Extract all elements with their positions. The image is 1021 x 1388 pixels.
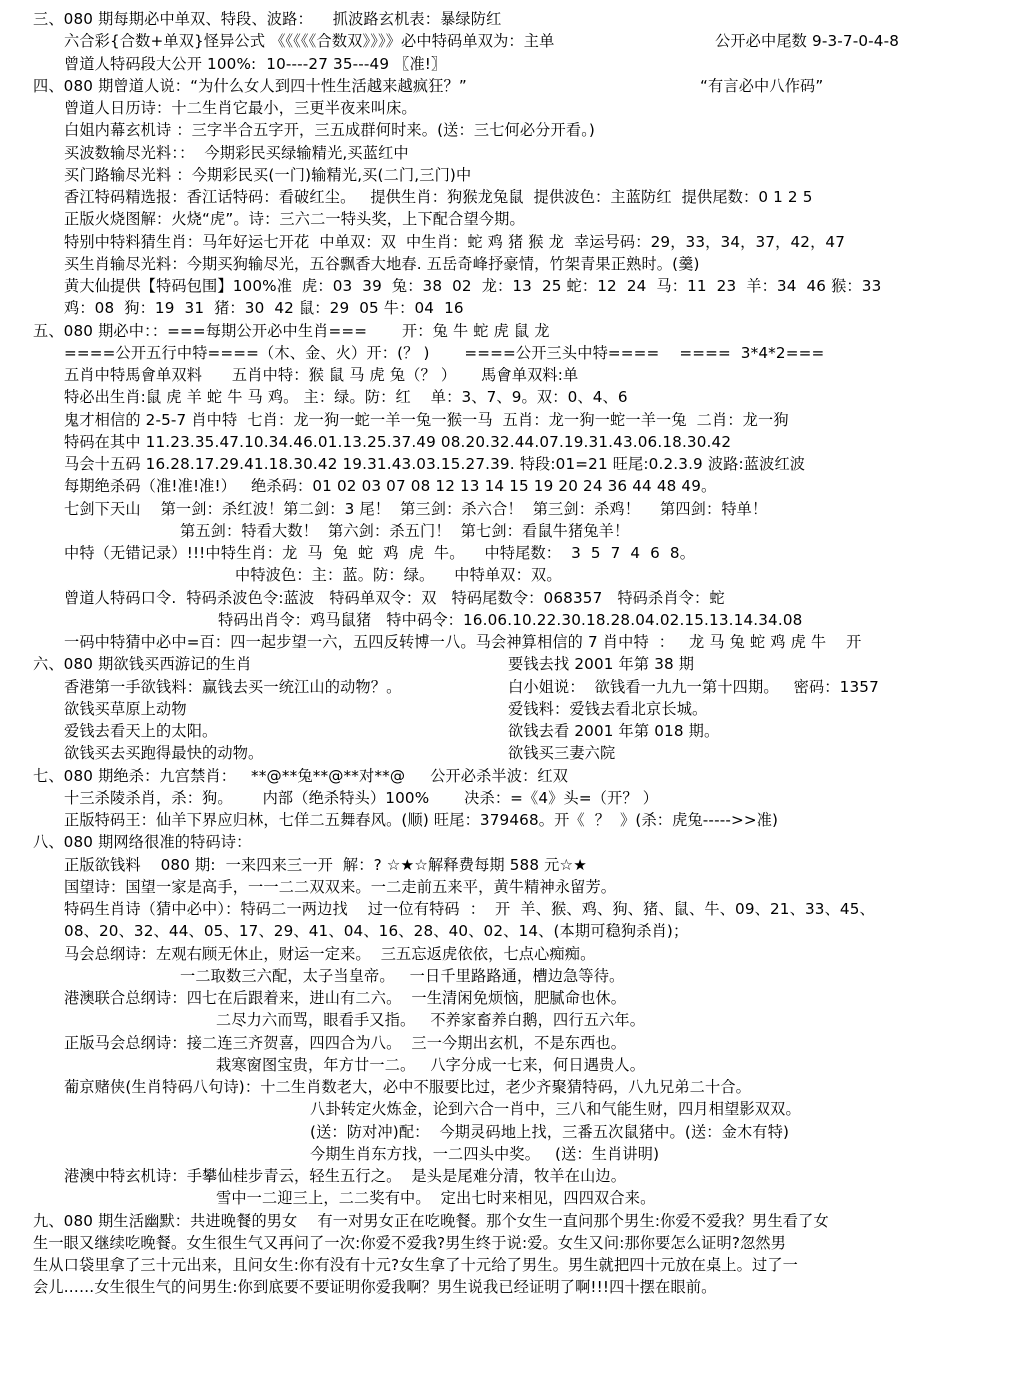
line-text: 白姐内幕玄机诗 ：三字半合五字开，三五成群何时来。(送：三七何必分开看。) <box>64 121 596 140</box>
text-line <box>0 809 1021 831</box>
line-text: 四、080 期曾道人说：“为什么女人到四十性生活越来越疯狂？” <box>33 76 467 95</box>
text-line <box>0 475 1021 497</box>
text-line <box>0 831 1021 853</box>
text-line <box>0 498 1021 520</box>
text-line <box>0 587 1021 609</box>
line-text: 七剑下天山 第一剑：杀红波！第二剑：3 尾！ 第三剑：杀六合！ 第三剑：杀鸡！ 第四剑：特单！ <box>64 499 768 518</box>
line-text: 鬼才相信的 2-5-7 肖中特 七肖：龙一狗一蛇一羊一兔一猴一马 五肖：龙一狗一蛇一羊一兔 二肖：龙一狗 <box>64 410 789 429</box>
text-line <box>0 698 1021 720</box>
text-line <box>0 409 1021 431</box>
line-text: 第五剑：特看大数！ 第六剑：杀五门！ 第七剑：看鼠牛猪兔羊！ <box>180 521 630 540</box>
text-line <box>0 386 1021 408</box>
text-line <box>0 564 1021 586</box>
line-text: 雪中一二迎三上，二二奖有中。 定出七时来相见，四四双合来。 <box>216 1189 656 1208</box>
line-text: 三、080 期每期必中单双、特段、波路： 抓波路玄机表：暴绿防红 <box>33 10 502 28</box>
text-line <box>0 431 1021 453</box>
text-line <box>0 765 1021 787</box>
line-text: 五、080 期必中：：===每期公开必中生肖=== 开：兔 牛 蛇 虎 鼠 龙 <box>33 321 550 340</box>
text-line <box>0 208 1021 230</box>
line-text: 六、080 期欲钱买西游记的生肖 <box>33 655 252 674</box>
line-text: 生从口袋里拿了三十元出来，且问女生:你有没有十元?女生拿了十元给了男生。男生就把四十元放在桌上。过了一 <box>33 1256 799 1274</box>
text-line <box>0 1165 1021 1187</box>
line-text: 正版马会总纲诗：接二连三齐贺喜，四四合为八。 三一今期出玄机，不是东西也。 <box>64 1033 627 1052</box>
text-line <box>0 1076 1021 1098</box>
line-text-right-column: 爱钱料：爱钱去看北京长城。 <box>508 699 708 718</box>
line-text: 特必出生肖:鼠 虎 羊 蛇 牛 马 鸡。 主：绿。防：红 单：3、7、9。双：0、4、6 <box>64 388 628 407</box>
text-line <box>0 186 1021 208</box>
line-text: 特码生肖诗（猜中必中）：特码二一两边找 过一位有特码 ： 开 羊、猴、鸡、狗、猪、鼠、牛、09、21、33、45、 <box>64 900 875 918</box>
text-line <box>0 297 1021 319</box>
line-text: 香港第一手欲钱料：赢钱去买一统江山的动物？。 <box>64 677 402 696</box>
line-text: 一码中特猜中必中=百：四一起步望一六，五四反转博一八。马会神算相信的 7 肖中特 ： 龙 马 兔 蛇 鸡 虎 牛 开 <box>64 633 862 651</box>
line-text: 特别中特料猜生肖：马年好运七开花 中单双：双 中生肖：蛇 鸡 猪 猴 龙 幸运号码：29，33，34，37，42，47 <box>64 232 846 251</box>
line-text: 买门路输尽光料 ：今期彩民买(一门)输精光,买(二门,三门)中 <box>64 165 472 184</box>
line-text: 中特（无错记录）!!!中特生肖：龙 马 兔 蛇 鸡 虎 牛。 中特尾数： 3 5 7 4 6 8。 <box>64 544 696 562</box>
line-text: 一二取数三六配，太子当皇帝。 一日千里路路通，槽边急等待。 <box>180 966 625 985</box>
line-text: (送：防对冲)配： 今期灵码地上找，三番五次鼠猪中。(送：金木有特) <box>310 1122 790 1141</box>
text-line <box>0 898 1021 920</box>
line-text: 八卦转定火炼金，论到六合一肖中，三八和气能生财，四月相望影双双。 <box>310 1100 801 1119</box>
text-line <box>0 75 1021 97</box>
text-line <box>0 520 1021 542</box>
text-line <box>0 119 1021 141</box>
line-text: 六合彩{合数+单双}怪异公式 《《《《《合数双》》》》必中特码单双为：主单 <box>64 32 555 51</box>
text-line <box>0 787 1021 809</box>
text-line <box>0 53 1021 75</box>
line-text-right-column: 要钱去找 2001 年第 38 期 <box>508 655 695 674</box>
line-text: 香江特码精选报：香江话特码：看破红尘。 提供生肖：狗猴龙兔鼠 提供波色：主蓝防红 提供尾数：0 1 2 5 <box>64 188 813 206</box>
line-text: 今期生肖东方找，一二四头中奖。 (送：生肖讲明) <box>310 1144 660 1163</box>
lottery-text-document <box>0 8 1021 1299</box>
text-line <box>0 253 1021 275</box>
line-text: 欲钱买去买跑得最快的动物。 <box>64 744 264 763</box>
line-text-right-column: 欲钱去看 2001 年第 018 期。 <box>508 722 720 740</box>
text-line <box>0 8 1021 30</box>
line-text-right-column: 白小姐说： 欲钱看一九九一第十四期。 密码：1357 <box>508 677 879 696</box>
text-line <box>0 1254 1021 1276</box>
text-line <box>0 876 1021 898</box>
line-text: 曾道人特码段大公开 100%: 10----27 35---49 〖准!〗 <box>64 54 447 73</box>
line-text: 港澳联合总纲诗：四七在后跟着来，进山有二六。 一生清闲免烦恼，肥腻命也休。 <box>64 989 627 1007</box>
line-text: 二尽力六而骂，眼看手又指。 不养家畜养白鹅，四行五六年。 <box>216 1011 646 1030</box>
text-line <box>0 97 1021 119</box>
text-line <box>0 1054 1021 1076</box>
line-text: 曾道人日历诗：十二生肖它最小，三更半夜来叫床。 <box>64 99 417 117</box>
line-text: 正版火烧图解：火烧“虎”。诗：三六二一特头奖，上下配合望今期。 <box>64 210 525 229</box>
line-text: 买波数输尽光料：： 今期彩民买绿输精光,买蓝红中 <box>64 143 409 162</box>
line-text: 爱钱去看天上的太阳。 <box>64 722 218 740</box>
text-line <box>0 142 1021 164</box>
text-line <box>0 720 1021 742</box>
line-text: 买生肖输尽光料：今期买狗输尽光，五谷飘香大地春. 五岳奇峰抒豪情，竹架青果正熟时。(羹) <box>64 254 700 273</box>
text-line <box>0 30 1021 52</box>
text-line <box>0 609 1021 631</box>
text-line <box>0 231 1021 253</box>
text-line <box>0 1098 1021 1120</box>
text-line <box>0 275 1021 297</box>
line-text: 特码出肖令：鸡马鼠猪 特中码令：16.06.10.22.30.18.28.04.02.15.13.14.34.08 <box>218 610 803 629</box>
line-text: 栽寒窗图宝贵，年方廿一二。 八字分成一七来，何日遇贵人。 <box>216 1055 646 1074</box>
line-text: 每期绝杀码（准!准!准!） 绝杀码：01 02 03 07 08 12 13 14 15 19 20 24 36 44 48 49。 <box>64 477 717 496</box>
text-line <box>0 1143 1021 1165</box>
text-line <box>0 676 1021 698</box>
line-text: 黄大仙提供【特码包围】100%准 虎：03 39 兔：38 02 龙：13 25 蛇：12 24 马：11 23 羊：34 46 猴：33 <box>64 277 882 295</box>
text-line <box>0 342 1021 364</box>
line-text: 葡京赌侠(生肖特码八句诗)：十二生肖数老大，必中不服要比过，老少齐聚猜特码，八九兄弟二十合。 <box>64 1078 752 1096</box>
text-line <box>0 1121 1021 1143</box>
line-text-right-column: 欲钱买三妻六院 <box>508 744 616 763</box>
text-line <box>0 364 1021 386</box>
text-line <box>0 320 1021 342</box>
text-line <box>0 742 1021 764</box>
line-text: 九、080 期生活幽默：共进晚餐的男女 有一对男女正在吃晚餐。那个女生一直问那个男生:你爱不爱我？男生看了女 <box>33 1211 829 1230</box>
line-text: 五肖中特馬會单双料 五肖中特：猴 鼠 马 虎 兔（？ ） 馬會单双料:单 <box>64 366 579 384</box>
text-line <box>0 943 1021 965</box>
line-text: 港澳中特玄机诗：手攀仙桂步青云，轻生五行之。 是头是尾难分清，牧羊在山边。 <box>64 1167 627 1185</box>
line-text: 八、080 期网络很准的特码诗： <box>33 833 252 852</box>
line-text-right-column: “有言必中八作码” <box>700 76 824 95</box>
line-text: 中特波色：主：蓝。防：绿。 中特单双：双。 <box>235 566 562 585</box>
text-line <box>0 1232 1021 1254</box>
line-text: 08、20、32、44、05、17、29、41、04、16、28、40、02、14、(本期可稳狗杀肖)； <box>64 922 689 941</box>
text-line <box>0 965 1021 987</box>
text-line <box>0 920 1021 942</box>
line-text: 特码在其中 11.23.35.47.10.34.46.01.13.25.37.49 08.20.32.44.07.19.31.43.06.18.30.42 <box>64 432 732 451</box>
text-line <box>0 1276 1021 1298</box>
text-line <box>0 164 1021 186</box>
text-line <box>0 453 1021 475</box>
line-text: 马会总纲诗：左观右顾无休止，财运一定来。 三五忘返虎依依，七点心痴痴。 <box>64 944 596 963</box>
text-line <box>0 1009 1021 1031</box>
line-text: 十三杀陵杀肖，杀：狗。 内部（绝杀特头）100% 决杀：=《4》头=（开？ ） <box>64 788 659 807</box>
text-line <box>0 1187 1021 1209</box>
line-text: 正版特码王：仙羊下界应归林，七佯二五舞春风。(顺) 旺尾：379468。开《 ？ 》(杀：虎兔----->>准) <box>64 811 779 829</box>
line-text: ====公开五行中特====（木、金、火）开：(？ ) ====公开三头中特==== ==== 3*4*2=== <box>64 343 825 362</box>
text-line <box>0 1210 1021 1232</box>
text-line <box>0 987 1021 1009</box>
text-line <box>0 1032 1021 1054</box>
line-text: 马会十五码 16.28.17.29.41.18.30.42 19.31.43.03.15.27.39. 特段:01=21 旺尾:0.2.3.9 波路:蓝波红波 <box>64 455 806 473</box>
text-line <box>0 653 1021 675</box>
line-text: 欲钱买草原上动物 <box>64 699 187 718</box>
line-text: 会儿……女生很生气的问男生:你到底要不要证明你爱我啊？男生说我已经证明了啊!!!四十摆在眼前。 <box>33 1278 717 1297</box>
text-line <box>0 631 1021 653</box>
line-text: 七、080 期绝杀：九宫禁肖： **@**兔**@**对**@ 公开必杀半波：红双 <box>33 766 569 785</box>
line-text: 国望诗：国望一家是高手，一一二二双双来。一二走前五来平，黄牛精神永留芳。 <box>64 877 617 896</box>
line-text: 鸡：08 狗：19 31 猪：30 42 鼠：29 05 牛：04 16 <box>64 299 464 318</box>
line-text: 生一眼又继续吃晚餐。女生很生气又再问了一次:你爱不爱我?男生终于说:爱。女生又问:那你要怎么证明?忽然男 <box>33 1233 787 1252</box>
line-text: 正版欲钱料 080 期: 一来四来三一开 解：? ☆★☆解释费每期 588 元☆★ <box>64 855 588 874</box>
text-line <box>0 854 1021 876</box>
line-text-right-column: 公开必中尾数 9-3-7-0-4-8 <box>715 32 900 51</box>
text-line <box>0 542 1021 564</box>
line-text: 曾道人特码口令. 特码杀波色令:蓝波 特码单双令：双 特码尾数令：068357 特码杀肖令：蛇 <box>64 588 725 607</box>
